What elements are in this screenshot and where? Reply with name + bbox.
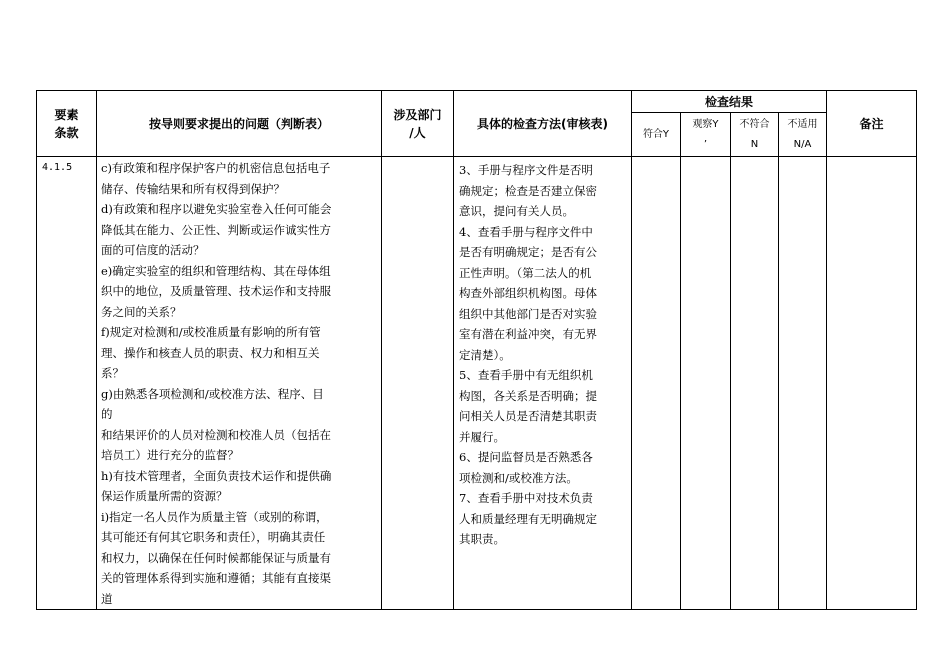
table-row [37, 157, 917, 610]
header-result-nonconform-line1: 不符合 [739, 118, 770, 130]
question-line: 保运作质量所需的资源？ [101, 489, 228, 503]
question-line: 理、操作和核查人员的职责、权力和相互关 [101, 345, 320, 360]
question-line: i)指定一名人员作为质量主管（或别的称谓， [101, 509, 328, 524]
question-line: 务之间的关系？ [101, 304, 182, 319]
question-line: 培员工）进行充分的监督？ [101, 448, 239, 462]
question-line: 关的管理体系得到实施和遵循；其能有直接渠 [101, 571, 331, 585]
header-method: 具体的检查方法(审核表) [454, 91, 632, 157]
method-line: 人和质量经理有无明确规定 [459, 511, 597, 526]
method-line: 是否有明确规定；是否有公 [459, 245, 597, 259]
header-result-observe [681, 113, 731, 157]
method-line: 室有潜在利益冲突，有无界 [459, 327, 597, 341]
question-line: 的 [101, 407, 113, 421]
question-line: 系？ [101, 366, 124, 380]
header-result-group: 检查结果 [632, 91, 827, 113]
question-line: 道 [101, 591, 113, 606]
header-result-conform-line1: 符合Y [642, 128, 670, 140]
method-line: 3、手册与程序文件是否明 [459, 163, 593, 177]
header-result-na-line1: 不适用 [787, 118, 818, 130]
header-result-observe-line2: ’ [703, 138, 708, 150]
remarks-cell [827, 157, 917, 610]
header-result-nonconform-line2: N [750, 138, 759, 150]
method-line: 组织中其他部门是否对实验 [459, 306, 597, 321]
question-line: d)有政策和程序以避免实验室卷入任何可能会 [101, 202, 332, 216]
header-result-na-line2: N/A [793, 138, 812, 150]
header-clause-line1: 要素 [54, 107, 79, 122]
result-na-cell [779, 157, 827, 610]
method-line: 意识，提问有关人员。 [459, 204, 574, 218]
header-department [382, 91, 454, 157]
method-line: 其职责。 [459, 532, 505, 546]
question-line: 降低其在能力、公正性、判断或运作诚实性方 [101, 222, 331, 237]
method-line: 正性声明。（第二法人的机 [459, 265, 592, 280]
question-line: g)由熟悉各项检测和/或校准方法、程序、目 [101, 386, 324, 401]
header-result-na [779, 113, 827, 157]
question-line: 和结果评价的人员对检测和校准人员（包括在 [101, 427, 331, 442]
header-question: 按导则要求提出的问题（判断表） [97, 91, 382, 157]
question-line: 面的可信度的活动？ [101, 243, 205, 257]
method-line: 7、查看手册中对技术负责 [459, 491, 593, 505]
header-clause-line2: 条款 [54, 125, 79, 140]
method-line: 构查外部组织机构图。母体 [459, 286, 597, 300]
result-conform-cell [632, 157, 681, 610]
method-line: 4、查看手册与程序文件中 [459, 224, 593, 239]
department-cell [382, 157, 454, 610]
header-result-observe-line1: 观察Y [692, 118, 719, 130]
method-line: 5、查看手册中有无组织机 [459, 368, 593, 382]
header-remarks: 备注 [827, 91, 917, 157]
question-line: 织中的地位，及质量管理、技术运作和支持服 [101, 284, 331, 298]
method-line: 确规定；检查是否建立保密 [459, 183, 597, 198]
audit-checklist-table [36, 90, 917, 610]
clause-cell: 4.1.5 [37, 157, 97, 610]
header-department-line2: /人 [409, 125, 426, 140]
method-line: 定清楚）。 [459, 347, 511, 362]
question-line: 和权力，以确保在任何时候都能保证与质量有 [101, 550, 331, 565]
question-line: e)确定实验室的组织和管理结构、其在母体组 [101, 263, 331, 278]
question-line: c)有政策和程序保护客户的机密信息包括电子 [101, 161, 331, 175]
method-line: 构图，各关系是否明确；提 [459, 388, 597, 403]
method-line: 项检测和/或校准方法。 [459, 470, 578, 485]
result-observe-cell [681, 157, 731, 610]
method-cell [454, 157, 632, 610]
question-line: 储存、传输结果和所有权得到保护？ [101, 181, 285, 196]
question-line: h)有技术管理者，全面负责技术运作和提供确 [101, 468, 332, 483]
method-line: 6、提问监督员是否熟悉各 [459, 450, 593, 464]
question-line: 其可能还有何其它职务和责任），明确其责任 [101, 530, 326, 544]
header-clause [37, 91, 97, 157]
method-line: 问相关人员是否清楚其职责 [459, 409, 597, 423]
header-department-line1: 涉及部门 [393, 107, 442, 122]
question-cell [97, 157, 382, 610]
header-result-conform [632, 113, 681, 157]
question-line: f)规定对检测和/或校准质量有影响的所有管 [101, 325, 321, 339]
result-nonconform-cell [731, 157, 779, 610]
method-line: 并履行。 [459, 429, 505, 444]
header-result-nonconform [731, 113, 779, 157]
